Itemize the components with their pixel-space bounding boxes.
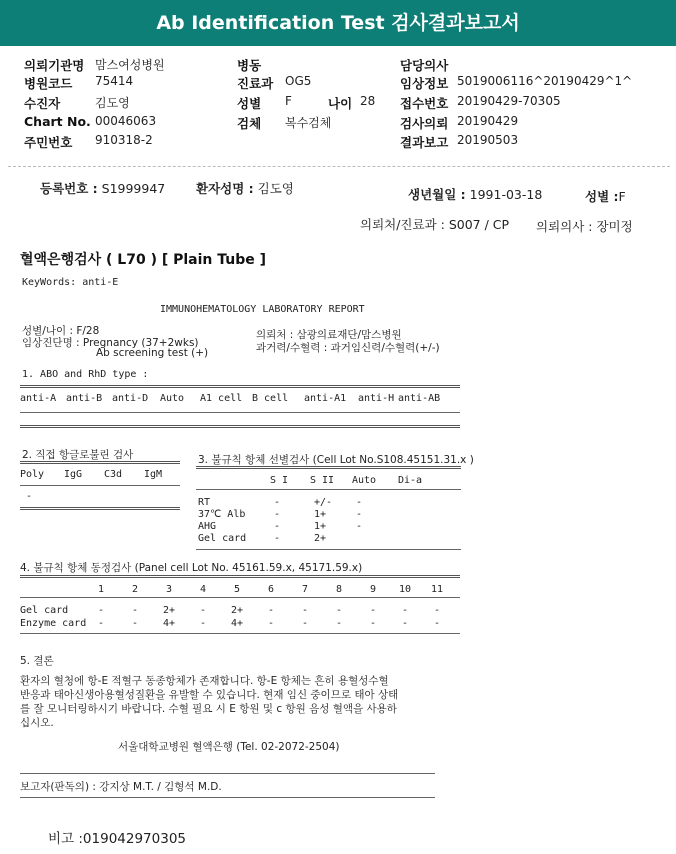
panel-column-header: 3 [165,584,173,595]
panel-cell: - [369,618,377,629]
abo-column-header: anti-B [66,393,103,404]
abo-column-header: Auto [160,393,185,404]
header-field: 의뢰기관명 [24,58,85,73]
panel-cell: 2+ [162,605,176,616]
dat-column-header: IgM [144,469,163,480]
header-field: 검사의뢰 [400,116,449,131]
referrer: 의뢰처 : 삼광의료재단/맘스병원 [256,329,402,341]
screening-cell: 1+ [314,509,327,520]
panel-row-label: Gel card [20,605,69,616]
header-value: 28 [360,94,376,108]
header-value: OG5 [285,74,312,88]
diagnosis: 임상진단명 : Pregnancy (37+2wks) [22,337,199,349]
panel-cell: - [131,618,139,629]
screening-cell: 1+ [314,521,327,532]
divider [196,549,461,550]
header-field: 임상정보 [400,76,449,91]
screening-row-label: RT [198,497,211,508]
divider [20,507,180,510]
abo-column-header: anti-A [20,393,57,404]
screening-cell: - [274,533,281,544]
diagnosis-2: Ab screening test (+) [96,347,209,359]
abo-column-header: anti-D [112,393,149,404]
header-field: 수진자 [24,96,61,111]
divider [20,485,180,486]
conclusion-line: 를 잘 모니터링하시기 바랍니다. 수혈 필요 시 E 항원 및 c 항원 음성 혈액을 사용하 [20,703,397,715]
divider [20,797,435,798]
panel-cell: 4+ [230,618,244,629]
divider [20,575,460,578]
panel-cell: - [401,605,409,616]
dob: 생년월일 : 1991-03-18 [408,187,543,202]
dat-column-header: C3d [104,469,123,480]
panel-column-header: 5 [233,584,241,595]
panel-cell: - [401,618,409,629]
reg-no: 등록번호 : S1999947 [40,181,166,196]
conclusion-line: 반응과 태아신생아용혈성질환을 유발할 수 있습니다. 현재 임신 중이므로 태아 상태 [20,689,399,701]
screening-column-header: Auto [352,475,377,486]
abo-column-header: anti-AB [398,393,441,404]
panel-column-header: 2 [131,584,139,595]
dept: 의뢰처/진료과 : S007 / CP [360,217,510,232]
abo-column-header: anti-A1 [304,393,347,404]
header-value: 00046063 [95,114,157,128]
panel-cell: - [199,618,207,629]
header-value: 맘스여성병원 [95,58,165,72]
patient-name: 환자성명 : 김도영 [196,181,294,196]
screening-cell: - [356,509,363,520]
screening-row-label: AHG [198,521,217,532]
keywords: KeyWords: anti-E [22,277,119,288]
scanned-report [8,166,670,851]
screening-cell: - [356,521,363,532]
header-value: 20190503 [457,133,519,147]
header-field: 병동 [237,58,262,73]
header-field: Chart No. [24,114,91,129]
divider [196,489,461,490]
lab-title: IMMUNOHEMATOLOGY LABORATORY REPORT [160,304,365,315]
section-3-title: 3. 불규칙 항체 선별검사 (Cell Lot No.S108.45151.31.x ) [198,454,474,466]
reporter: 보고자(판독의) : 강지상 M.T. / 김형석 M.D. [20,781,222,793]
panel-cell: - [335,605,343,616]
exam-title: 혈액은행검사 ( L70 ) [ Plain Tube ] [20,252,267,268]
panel-column-header: 4 [199,584,207,595]
header-field: 나이 [328,96,353,111]
divider [20,773,435,774]
panel-cell: - [97,618,105,629]
screening-cell: - [274,521,281,532]
dat-column-header: IgG [64,469,83,480]
panel-cell: - [267,605,275,616]
header-field: 병원코드 [24,76,73,91]
panel-cell: - [335,618,343,629]
dat-result: - [26,491,33,502]
conclusion-line: 환자의 혈청에 항-E 적혈구 동종항체가 존재합니다. 항-E 항체는 흔히 용혈성수혈 [20,675,389,687]
header-value: F [285,94,292,108]
divider [20,597,460,598]
panel-cell: - [199,605,207,616]
section-1-title: 1. ABO and RhD type : [22,369,149,380]
panel-cell: - [433,618,441,629]
abo-column-header: A1 cell [200,393,243,404]
history: 과거력/수혈력 : 과거임신력/수혈력(+/-) [256,342,440,354]
divider [20,461,180,464]
divider [20,412,460,413]
abo-column-header: B cell [252,393,289,404]
header-field: 담당의사 [400,58,449,73]
header-field: 성별 [237,96,262,111]
screening-column-header: S II [310,475,335,486]
screening-cell: - [274,497,281,508]
panel-cell: - [301,618,309,629]
section-5-title: 5. 결론 [20,655,54,667]
panel-cell: - [433,605,441,616]
panel-column-header: 11 [430,584,444,595]
screening-column-header: Di-a [398,475,423,486]
screening-row-label: Gel card [198,533,247,544]
panel-cell: - [369,605,377,616]
panel-column-header: 9 [369,584,377,595]
screening-cell: - [274,509,281,520]
panel-column-header: 7 [301,584,309,595]
panel-cell: - [131,605,139,616]
header-field: 진료과 [237,76,274,91]
divider [20,385,460,388]
sex: 성별 :F [585,189,626,204]
section-4-title: 4. 불규칙 항체 동정검사 (Panel cell Lot No. 45161.59.x, 45171.59.x) [20,562,363,574]
divider [20,425,460,428]
section-2-title: 2. 직접 항글로불린 검사 [22,449,134,461]
screening-cell: - [356,497,363,508]
header-field: 접수번호 [400,96,449,111]
remark: 비고 :019042970305 [48,831,186,847]
header-value: 910318-2 [95,133,153,147]
screening-cell: +/- [314,497,333,508]
panel-cell: 2+ [230,605,244,616]
header-field: 검체 [237,116,262,131]
header-field: 주민번호 [24,135,73,150]
header-value: 20190429 [457,114,519,128]
screening-row-label: 37℃ Alb [198,509,246,520]
conclusion-line: 십시오. [20,717,54,729]
header-field: 결과보고 [400,135,449,150]
abo-column-header: anti-H [358,393,395,404]
header-value: 20190429-70305 [457,94,561,108]
header-value: 복수검체 [285,116,332,130]
screening-column-header: S I [270,475,289,486]
panel-row-label: Enzyme card [20,618,87,629]
header-info [0,46,676,156]
sex-age: 성별/나이 : F/28 [22,325,100,337]
dat-column-header: Poly [20,469,45,480]
header-value: 김도영 [95,96,130,110]
panel-column-header: 1 [97,584,105,595]
report-title: Ab Identification Test 검사결과보고서 [0,0,676,46]
screening-cell: 2+ [314,533,327,544]
panel-column-header: 8 [335,584,343,595]
panel-column-header: 6 [267,584,275,595]
panel-cell: - [97,605,105,616]
divider [196,466,461,469]
doctor: 의뢰의사 : 장미정 [536,219,633,234]
header-value: 75414 [95,74,134,88]
panel-cell: - [301,605,309,616]
panel-cell: - [267,618,275,629]
panel-column-header: 10 [398,584,412,595]
lab-signature: 서울대학교병원 혈액은행 (Tel. 02-2072-2504) [118,741,340,753]
divider [20,633,460,634]
panel-cell: 4+ [162,618,176,629]
header-value: 5019006116^20190429^1^ [457,74,633,88]
